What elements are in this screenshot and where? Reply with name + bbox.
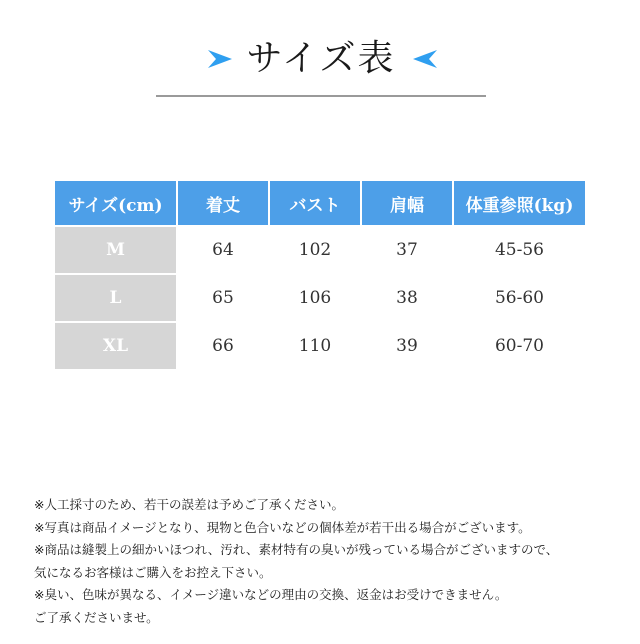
column-header-bust: バスト (270, 181, 360, 225)
size-label: L (55, 275, 176, 321)
note-line: 気になるお客様はご購入をお控え下さい。 (34, 564, 272, 580)
note-line: ※商品は縫製上の細かいほつれ、汚れ、素材特有の臭いが残っている場合がございますので、 (34, 542, 559, 557)
chevron-right-icon (206, 48, 234, 70)
size-table (53, 179, 587, 371)
title-divider (156, 95, 486, 97)
bust-cell: 110 (298, 336, 332, 356)
length-cell: 64 (212, 240, 234, 260)
shoulder-cell: 37 (396, 240, 418, 260)
shoulder-cell: 38 (396, 288, 418, 308)
weight-cell: 60-70 (494, 336, 544, 356)
weight-cell: 45-56 (494, 240, 544, 260)
size-label: M (55, 227, 176, 273)
note-line: ※人工採寸のため、若干の誤差は予めご了承ください。 (34, 497, 344, 512)
bust-cell: 102 (298, 240, 332, 260)
length-cell: 66 (212, 336, 234, 356)
bust-cell: 106 (298, 288, 332, 308)
table-header-row (55, 181, 585, 225)
shoulder-cell: 39 (396, 336, 418, 356)
column-header-weight: 体重参照(kg) (454, 181, 585, 225)
length-cell: 65 (212, 288, 234, 308)
column-header-size: サイズ(cm) (55, 181, 176, 225)
table-row (55, 227, 585, 273)
column-header-shoulder: 肩幅 (362, 181, 452, 225)
weight-cell: 56-60 (494, 288, 544, 308)
page-title: サイズ表 (246, 38, 396, 79)
table-row (55, 275, 585, 321)
table-row (55, 323, 585, 369)
title-block (0, 34, 640, 84)
notes-block (34, 494, 634, 629)
note-line: ※臭い、色味が異なる、イメージ違いなどの理由の交換、返金はお受けできません。 (34, 587, 508, 602)
chevron-left-icon (411, 48, 439, 70)
size-label: XL (55, 323, 176, 369)
note-line: ご了承くださいませ。 (34, 609, 159, 625)
note-line: ※写真は商品イメージとなり、現物と色合いなどの個体差が若干出る場合がございます。 (34, 519, 531, 535)
column-header-length: 着丈 (178, 181, 268, 225)
